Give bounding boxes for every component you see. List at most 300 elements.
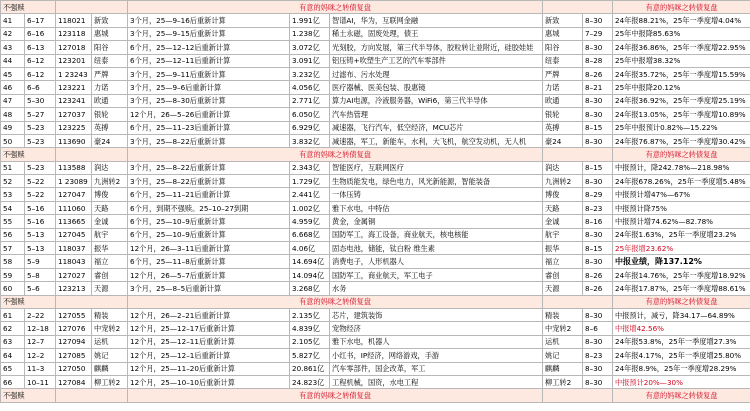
cell-no: 43 <box>1 41 25 54</box>
cell-size: 2.441亿 <box>290 188 330 201</box>
cell-date: 6–13 <box>25 41 56 54</box>
cell-no: 54 <box>1 201 25 214</box>
cell-size: 1.729亿 <box>290 175 330 188</box>
cell-terms: 12个月，25—12–1后重新计算 <box>128 349 290 362</box>
cell-date: 5–6 <box>25 282 56 295</box>
cell-perf: 中报增42.56% <box>613 322 750 335</box>
cell-code: 123213 <box>56 282 92 295</box>
cell-topic: 小红书，IP经济，网络游戏，手游 <box>330 349 543 362</box>
cell-perf: 24年报678.26%，25年一季度增5.48% <box>613 175 750 188</box>
cell-size: 14.094亿 <box>290 268 330 281</box>
cell-topic: 国防军工，海工设备，商业航天，核电核能 <box>330 228 543 241</box>
no-redemption-tag: 不强赎 <box>1 389 56 402</box>
cell-d2: 8–30 <box>583 41 613 54</box>
cell-perf: 中报预计，降242.78%—218.98% <box>613 161 750 174</box>
cell-name: 力诺 <box>92 81 128 94</box>
cell-size: 3.232亿 <box>290 67 330 80</box>
cell-no: 60 <box>1 282 25 295</box>
cell-perf: 中报预计，减亏，降34.17—64.89% <box>613 308 750 321</box>
cell-terms: 3个月，25—8–5后重新计算 <box>128 282 290 295</box>
cell-perf: 24年报35.72%，25年一季度增15.59% <box>613 67 750 80</box>
cell-d2: 8–30 <box>583 335 613 348</box>
cell-name2: 英搏 <box>543 121 583 134</box>
cell-date: 6–12 <box>25 54 56 67</box>
cell-size: 2.105亿 <box>290 335 330 348</box>
cell-d2: 8–29 <box>583 188 613 201</box>
cell-no: 47 <box>1 94 25 107</box>
cell-d2: 8–15 <box>583 242 613 255</box>
cell-terms: 12个月，26—5–26后重新计算 <box>128 108 290 121</box>
cell-code: 113588 <box>56 161 92 174</box>
cell-perf: 中报预计增74.62%—82.78% <box>613 215 750 228</box>
cell-name2: 麒麟 <box>543 362 583 375</box>
cell-size: 4.839亿 <box>290 322 330 335</box>
table-row <box>1 255 750 268</box>
cell-date: 5–16 <box>25 201 56 214</box>
cell-perf: 中报预计降75% <box>613 201 750 214</box>
cell-date: 6–16 <box>25 27 56 40</box>
cell-name2: 惠城 <box>543 27 583 40</box>
cell-size: 24.823亿 <box>290 375 330 388</box>
cell-topic: 雅下水电，机器人 <box>330 335 543 348</box>
cell-name: 柳工转2 <box>92 375 128 388</box>
cell-d2: 8–21 <box>583 81 613 94</box>
cell-d2: 8–30 <box>583 134 613 147</box>
cell-size: 4.056亿 <box>290 81 330 94</box>
cell-date: 5–13 <box>25 242 56 255</box>
cell-terms: 6个月，25—11–23后重新计算 <box>128 121 290 134</box>
header-spacer <box>543 1 613 14</box>
cell-d2: 8–26 <box>583 282 613 295</box>
header-spacer <box>56 389 128 402</box>
cell-size: 6.050亿 <box>290 108 330 121</box>
cell-topic: 算力AI电源，冷液服务器，WiFi6，第三代半导体 <box>330 94 543 107</box>
header-spacer <box>543 389 613 402</box>
cell-date: 6–6 <box>25 81 56 94</box>
cell-no: 59 <box>1 268 25 281</box>
cell-no: 42 <box>1 27 25 40</box>
cell-d2: 8–23 <box>583 201 613 214</box>
cell-code: 113665 <box>56 215 92 228</box>
cell-topic: 减速器，飞行汽车，低空经济，MCU芯片 <box>330 121 543 134</box>
table-row <box>1 14 750 27</box>
cell-size: 1.002亿 <box>290 201 330 214</box>
cell-topic: 过滤布、污水处理 <box>330 67 543 80</box>
cell-name2: 豪24 <box>543 134 583 147</box>
cell-size: 3.072亿 <box>290 41 330 54</box>
cell-d2: 8–30 <box>583 94 613 107</box>
cell-perf: 中报预计增47%—67% <box>613 188 750 201</box>
section-title-2: 有意的妈咪之转债复盘 <box>613 295 750 308</box>
cell-topic: 宠物经济 <box>330 322 543 335</box>
cell-date: 5–22 <box>25 188 56 201</box>
cell-terms: 12个月，26—3–11后重新计算 <box>128 242 290 255</box>
cell-name: 博俊 <box>92 188 128 201</box>
cell-d2: 8–23 <box>583 349 613 362</box>
cell-topic: 雅下水电，中特估 <box>330 201 543 214</box>
cell-terms: 12个月，25—10–10后重新计算 <box>128 375 290 388</box>
cell-topic: 芯片，建筑装饰 <box>330 308 543 321</box>
cell-code: 1 23243 <box>56 67 92 80</box>
cell-terms: 3个月，25—9–15后重新计算 <box>128 27 290 40</box>
cell-topic: 汽车热管理 <box>330 108 543 121</box>
cell-d2: 8–26 <box>583 268 613 281</box>
cell-terms: 3个月，25—8–22后重新计算 <box>128 175 290 188</box>
cell-no: 65 <box>1 362 25 375</box>
cell-code: 123118 <box>56 27 92 40</box>
cell-code: 113690 <box>56 134 92 147</box>
cell-terms: 6个月，25—11–21后重新计算 <box>128 188 290 201</box>
cell-d2: 8–30 <box>583 228 613 241</box>
cell-topic: 智能医疗，互联网医疗 <box>330 161 543 174</box>
table-row <box>1 215 750 228</box>
cell-name: 新致 <box>92 14 128 27</box>
cell-name2: 力诺 <box>543 81 583 94</box>
cell-name: 严牌 <box>92 67 128 80</box>
table-row <box>1 242 750 255</box>
cell-name2: 航宇 <box>543 228 583 241</box>
cell-d2: 8–30 <box>583 375 613 388</box>
cell-terms: 12个月，25—11–20后重新计算 <box>128 362 290 375</box>
cell-name: 纽泰 <box>92 54 128 67</box>
cell-no: 48 <box>1 108 25 121</box>
section-title: 有意的妈咪之转债复盘 <box>128 148 543 161</box>
cell-name2: 新致 <box>543 14 583 27</box>
cell-name2: 纽泰 <box>543 54 583 67</box>
table-row <box>1 27 750 40</box>
cell-name2: 天路 <box>543 201 583 214</box>
no-redemption-tag: 不强赎 <box>1 1 56 14</box>
cell-perf: 25年中报增38.32% <box>613 54 750 67</box>
cell-name: 阳谷 <box>92 41 128 54</box>
cell-code: 127055 <box>56 308 92 321</box>
cell-perf: 24年报36.86%，25年一季度增22.95% <box>613 41 750 54</box>
cell-name2: 中宠转2 <box>543 322 583 335</box>
table-row <box>1 108 750 121</box>
cell-topic: 工程机械，国资，水电工程 <box>330 375 543 388</box>
cell-code: 127076 <box>56 322 92 335</box>
cell-no: 66 <box>1 375 25 388</box>
cell-size: 3.268亿 <box>290 282 330 295</box>
cell-no: 63 <box>1 335 25 348</box>
table-row <box>1 161 750 174</box>
cell-code: 127050 <box>56 362 92 375</box>
cell-size: 3.091亿 <box>290 54 330 67</box>
table-row <box>1 375 750 388</box>
cell-terms: 12个月，25—12–17后重新计算 <box>128 322 290 335</box>
cell-size: 3.832亿 <box>290 134 330 147</box>
cell-d2: 7–29 <box>583 27 613 40</box>
cell-name2: 银轮 <box>543 108 583 121</box>
cell-size: 6.929亿 <box>290 121 330 134</box>
cell-terms: 6个月，25—11–8后重新计算 <box>128 255 290 268</box>
section-header-row <box>1 1 750 14</box>
cell-no: 56 <box>1 228 25 241</box>
cell-date: 5–8 <box>25 268 56 281</box>
cell-d2: 8–15 <box>583 161 613 174</box>
cell-d2: 8–6 <box>583 322 613 335</box>
cell-perf: 24年报53.8%，25年一季度增27.3% <box>613 335 750 348</box>
cell-no: 44 <box>1 54 25 67</box>
cell-perf: 中报预计20%—30% <box>613 375 750 388</box>
cell-name: 中宠转2 <box>92 322 128 335</box>
cell-code: 127085 <box>56 349 92 362</box>
cell-date: 2–22 <box>25 308 56 321</box>
cell-code: 127037 <box>56 108 92 121</box>
header-spacer <box>543 148 613 161</box>
cell-name: 精装 <box>92 308 128 321</box>
table-row <box>1 81 750 94</box>
cell-name: 惠城 <box>92 27 128 40</box>
cell-d2: 8–16 <box>583 215 613 228</box>
cell-no: 50 <box>1 134 25 147</box>
cell-d2: 8–30 <box>583 308 613 321</box>
cell-perf: 24年报13.05%，25年一季度增10.89% <box>613 108 750 121</box>
cell-topic: 黄金，金属铜 <box>330 215 543 228</box>
cell-topic: 消费电子，人形机器人 <box>330 255 543 268</box>
cell-no: 41 <box>1 14 25 27</box>
cell-no: 62 <box>1 322 25 335</box>
cell-name2: 睿创 <box>543 268 583 281</box>
cell-perf: 24年报8.9%，25年一季度增28.29% <box>613 362 750 375</box>
cell-d2: 8–26 <box>583 67 613 80</box>
section-title-2: 有意的妈咪之转债复盘 <box>613 1 750 14</box>
cell-code: 123221 <box>56 81 92 94</box>
cell-name: 运机 <box>92 335 128 348</box>
cell-topic: 智谱AI，华为，互联网金融 <box>330 14 543 27</box>
cell-size: 4.06亿 <box>290 242 330 255</box>
cell-topic: 减速器，军工，新能车，水利，大飞机，航空发动机，无人机 <box>330 134 543 147</box>
cell-code: 123225 <box>56 121 92 134</box>
cell-code: 127027 <box>56 268 92 281</box>
cell-no: 53 <box>1 188 25 201</box>
cell-terms: 3个月，25—8–22后重新计算 <box>128 161 290 174</box>
cell-name2: 福立 <box>543 255 583 268</box>
cell-terms: 6个月，到期不强赎。25–10–27到期 <box>128 201 290 214</box>
cell-name: 振华 <box>92 242 128 255</box>
cell-no: 64 <box>1 349 25 362</box>
cell-name: 航宇 <box>92 228 128 241</box>
table-row <box>1 228 750 241</box>
cell-code: 118021 <box>56 14 92 27</box>
cell-perf: 24年报14.76%，25年一季度增18.92% <box>613 268 750 281</box>
cell-code: 127084 <box>56 375 92 388</box>
cell-code: 127045 <box>56 228 92 241</box>
cell-size: 20.861亿 <box>290 362 330 375</box>
table-row <box>1 67 750 80</box>
cell-date: 5–23 <box>25 121 56 134</box>
cell-name2: 柳工转2 <box>543 375 583 388</box>
table-row <box>1 134 750 147</box>
cell-size: 1.238亿 <box>290 27 330 40</box>
section-title-2: 有意的妈咪之转债复盘 <box>613 389 750 402</box>
table-row <box>1 175 750 188</box>
cell-size: 6.668亿 <box>290 228 330 241</box>
cell-terms: 12个月，26—2–21后重新计算 <box>128 308 290 321</box>
header-spacer <box>56 295 128 308</box>
cell-date: 5–23 <box>25 161 56 174</box>
cell-name2: 阳谷 <box>543 41 583 54</box>
cell-name: 九洲转2 <box>92 175 128 188</box>
cell-date: 5–27 <box>25 108 56 121</box>
cell-no: 45 <box>1 67 25 80</box>
cell-size: 2.343亿 <box>290 161 330 174</box>
table-row <box>1 335 750 348</box>
cell-d2: 8–30 <box>583 108 613 121</box>
cell-perf: 24年报36.92%，25年一季度增25.19% <box>613 94 750 107</box>
cell-date: 5–30 <box>25 94 56 107</box>
cell-name: 润达 <box>92 161 128 174</box>
table-row <box>1 322 750 335</box>
cell-name2: 严牌 <box>543 67 583 80</box>
table-row <box>1 282 750 295</box>
cell-terms: 3个月，25—9–6后重新计算 <box>128 81 290 94</box>
cell-topic: 生物质能发电，绿色电力，风光新能源，智能装备 <box>330 175 543 188</box>
cell-date: 5–13 <box>25 228 56 241</box>
cell-terms: 3个月，25—8–22后重新计算 <box>128 134 290 147</box>
cell-no: 61 <box>1 308 25 321</box>
cell-size: 5.827亿 <box>290 349 330 362</box>
table-row <box>1 268 750 281</box>
cell-date: 10–11 <box>25 375 56 388</box>
cell-terms: 3个月，25—9–11后重新计算 <box>128 67 290 80</box>
cell-topic: 光刻胶，方向发展，第三代半导体，胶粒转让並附近，硅胶娃娃 <box>330 41 543 54</box>
cell-perf: 24年报76.87%，25年一季度增30.42% <box>613 134 750 147</box>
cell-code: 118043 <box>56 255 92 268</box>
section-title-2: 有意的妈咪之转债复盘 <box>613 148 750 161</box>
cell-topic: 稀土永磁，固废处理，债王 <box>330 27 543 40</box>
cell-name: 欧通 <box>92 94 128 107</box>
cell-topic: 国防军工，商业航天，军工电子 <box>330 268 543 281</box>
cell-code: 111060 <box>56 201 92 214</box>
cell-topic: 固态电池，储能，钛白粉 维生素 <box>330 242 543 255</box>
cell-perf: 24年报1.63%，25年一季度增23.2% <box>613 228 750 241</box>
header-spacer <box>56 148 128 161</box>
cell-name2: 运机 <box>543 335 583 348</box>
cell-date: 5–22 <box>25 175 56 188</box>
cell-d2: 8–30 <box>583 14 613 27</box>
cell-perf: 24年报4.17%，25年一季度增25.80% <box>613 349 750 362</box>
cell-topic: 一体压铸 <box>330 188 543 201</box>
cell-no: 57 <box>1 242 25 255</box>
cell-name2: 姚记 <box>543 349 583 362</box>
cell-name: 天源 <box>92 282 128 295</box>
cell-name2: 九洲转2 <box>543 175 583 188</box>
table-row <box>1 201 750 214</box>
cell-terms: 6个月，25—10–9后重新计算 <box>128 215 290 228</box>
cell-date: 12–18 <box>25 322 56 335</box>
cell-code: 127018 <box>56 41 92 54</box>
cell-terms: 12个月，25—12–11后重新计算 <box>128 335 290 348</box>
cell-date: 5–23 <box>25 134 56 147</box>
header-spacer <box>543 295 613 308</box>
table-body <box>1 1 750 403</box>
cell-no: 55 <box>1 215 25 228</box>
cell-date: 5–9 <box>25 255 56 268</box>
cell-name: 福立 <box>92 255 128 268</box>
cell-topic: 医疗器械、医美包装、股惠镜 <box>330 81 543 94</box>
cell-perf: 25年中报预计0.82%—15.22% <box>613 121 750 134</box>
cell-topic: 铝压铸+吹塑生产工艺的汽车零部件 <box>330 54 543 67</box>
cell-code: 123201 <box>56 54 92 67</box>
cell-size: 2.135亿 <box>290 308 330 321</box>
section-title: 有意的妈咪之转债复盘 <box>128 295 543 308</box>
cell-code: 118037 <box>56 242 92 255</box>
cell-name2: 欧通 <box>543 94 583 107</box>
cell-name2: 金诚 <box>543 215 583 228</box>
cell-no: 52 <box>1 175 25 188</box>
cell-terms: 3个月，25—9–16后重新计算 <box>128 14 290 27</box>
cell-terms: 6个月，25—10–9后重新计算 <box>128 228 290 241</box>
cell-terms: 3个月，25—8–30后重新计算 <box>128 94 290 107</box>
cell-name2: 天源 <box>543 282 583 295</box>
cell-perf: 25年中报降20.12% <box>613 81 750 94</box>
cell-size: 14.694亿 <box>290 255 330 268</box>
cell-date: 6–12 <box>25 67 56 80</box>
cell-name: 姚记 <box>92 349 128 362</box>
cell-d2: 8–15 <box>583 121 613 134</box>
cell-size: 2.771亿 <box>290 94 330 107</box>
cell-no: 58 <box>1 255 25 268</box>
cell-topic: 汽车零部件，国企改革，军工 <box>330 362 543 375</box>
cell-size: 4.959亿 <box>290 215 330 228</box>
cell-date: 12–7 <box>25 335 56 348</box>
cell-d2: 8–30 <box>583 362 613 375</box>
cell-perf: 中报业绩，降137.12% <box>613 255 750 268</box>
cell-perf: 25年报增23.62% <box>613 242 750 255</box>
section-title: 有意的妈咪之转债复盘 <box>128 389 543 402</box>
cell-date: 5–16 <box>25 215 56 228</box>
cell-name: 睿创 <box>92 268 128 281</box>
cell-name: 金诚 <box>92 215 128 228</box>
section-header-row <box>1 389 750 402</box>
cell-name: 豪24 <box>92 134 128 147</box>
no-redemption-tag: 不强赎 <box>1 295 56 308</box>
table-row <box>1 188 750 201</box>
cell-terms: 6个月，25—12–11后重新计算 <box>128 54 290 67</box>
cell-code: 1 23089 <box>56 175 92 188</box>
cell-name2: 振华 <box>543 242 583 255</box>
no-redemption-tag: 不强赎 <box>1 148 56 161</box>
cell-terms: 6个月，25—12–12后重新计算 <box>128 41 290 54</box>
cell-no: 49 <box>1 121 25 134</box>
cell-name: 银轮 <box>92 108 128 121</box>
cell-code: 127094 <box>56 335 92 348</box>
table-row <box>1 308 750 321</box>
cell-topic: 水务 <box>330 282 543 295</box>
table-row <box>1 94 750 107</box>
cell-perf: 25年中报降85.63% <box>613 27 750 40</box>
cell-code: 127047 <box>56 188 92 201</box>
cell-name2: 润达 <box>543 161 583 174</box>
section-header-row <box>1 295 750 308</box>
table-row <box>1 362 750 375</box>
cell-terms: 12个月，26—5–7后重新计算 <box>128 268 290 281</box>
cell-date: 12–2 <box>25 349 56 362</box>
table-row <box>1 349 750 362</box>
cell-name2: 博俊 <box>543 188 583 201</box>
cell-date: 11–3 <box>25 362 56 375</box>
table-row <box>1 41 750 54</box>
section-title: 有意的妈咪之转债复盘 <box>128 1 543 14</box>
cell-date: 6–17 <box>25 14 56 27</box>
header-spacer <box>56 1 128 14</box>
cell-name: 麒麟 <box>92 362 128 375</box>
cell-name: 天路 <box>92 201 128 214</box>
cell-size: 1.991亿 <box>290 14 330 27</box>
cell-no: 46 <box>1 81 25 94</box>
cell-name: 英搏 <box>92 121 128 134</box>
